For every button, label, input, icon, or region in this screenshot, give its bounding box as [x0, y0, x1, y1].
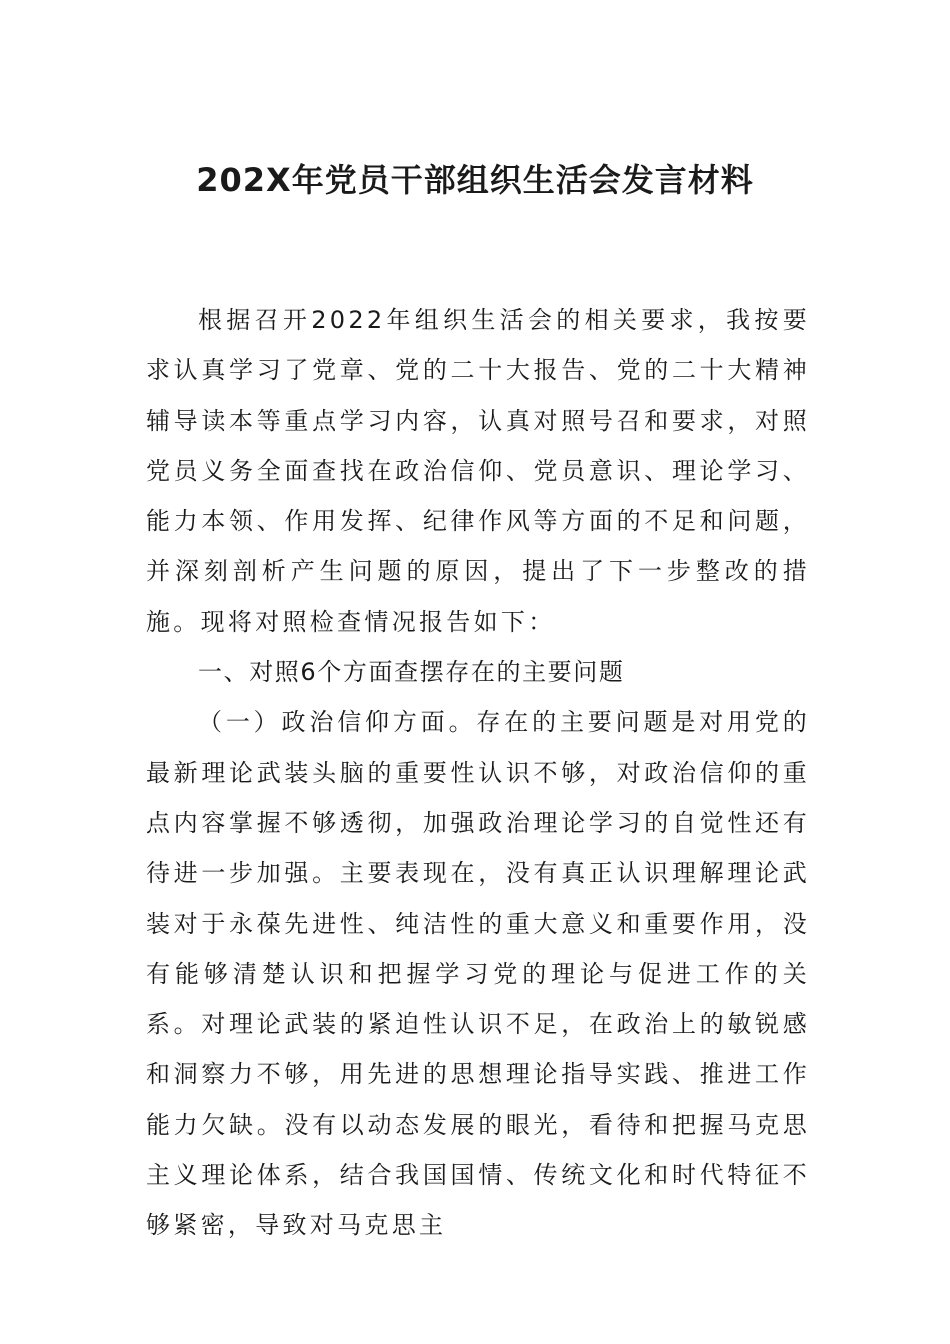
political-belief-paragraph: （一）政治信仰方面。存在的主要问题是对用党的最新理论武装头脑的重要性认识不够，对政治信仰的重点内容掌握不够透彻，加强政治理论学习的自觉性还有待进一步加强。主要表现在，没有真正认识理解理论武装对于永葆先进性、纯洁性的重大意义和重要作用，没有能够清楚认识和把握学习党的理论与促进工作的关系。对理论武装的紧迫性认识不足，在政治上的敏锐感和洞察力不够，用先进的思想理论指导实践、推进工作能力欠缺。没有以动态发展的眼光，看待和把握马克思主义理论体系，结合我国国情、传统文化和时代特征不够紧密，导致对马克思主 — [146, 708, 810, 1240]
section-heading: 一、对照6个方面查摆存在的主要问题 — [198, 658, 625, 687]
intro-paragraph: 根据召开2022年组织生活会的相关要求，我按要求认真学习了党章、党的二十大报告、党的二十大精神辅导读本等重点学习内容，认真对照号召和要求，对照党员义务全面查找在政治信仰、党员意识、理论学习、能力本领、作用发挥、纪律作风等方面的不足和问题，并深刻剖析产生问题的原因，提出了下一步整改的措施。现将对照检查情况报告如下： — [146, 306, 810, 636]
document-body — [146, 295, 810, 1251]
document-title: 202X年党员干部组织生活会发言材料 — [196, 161, 754, 199]
